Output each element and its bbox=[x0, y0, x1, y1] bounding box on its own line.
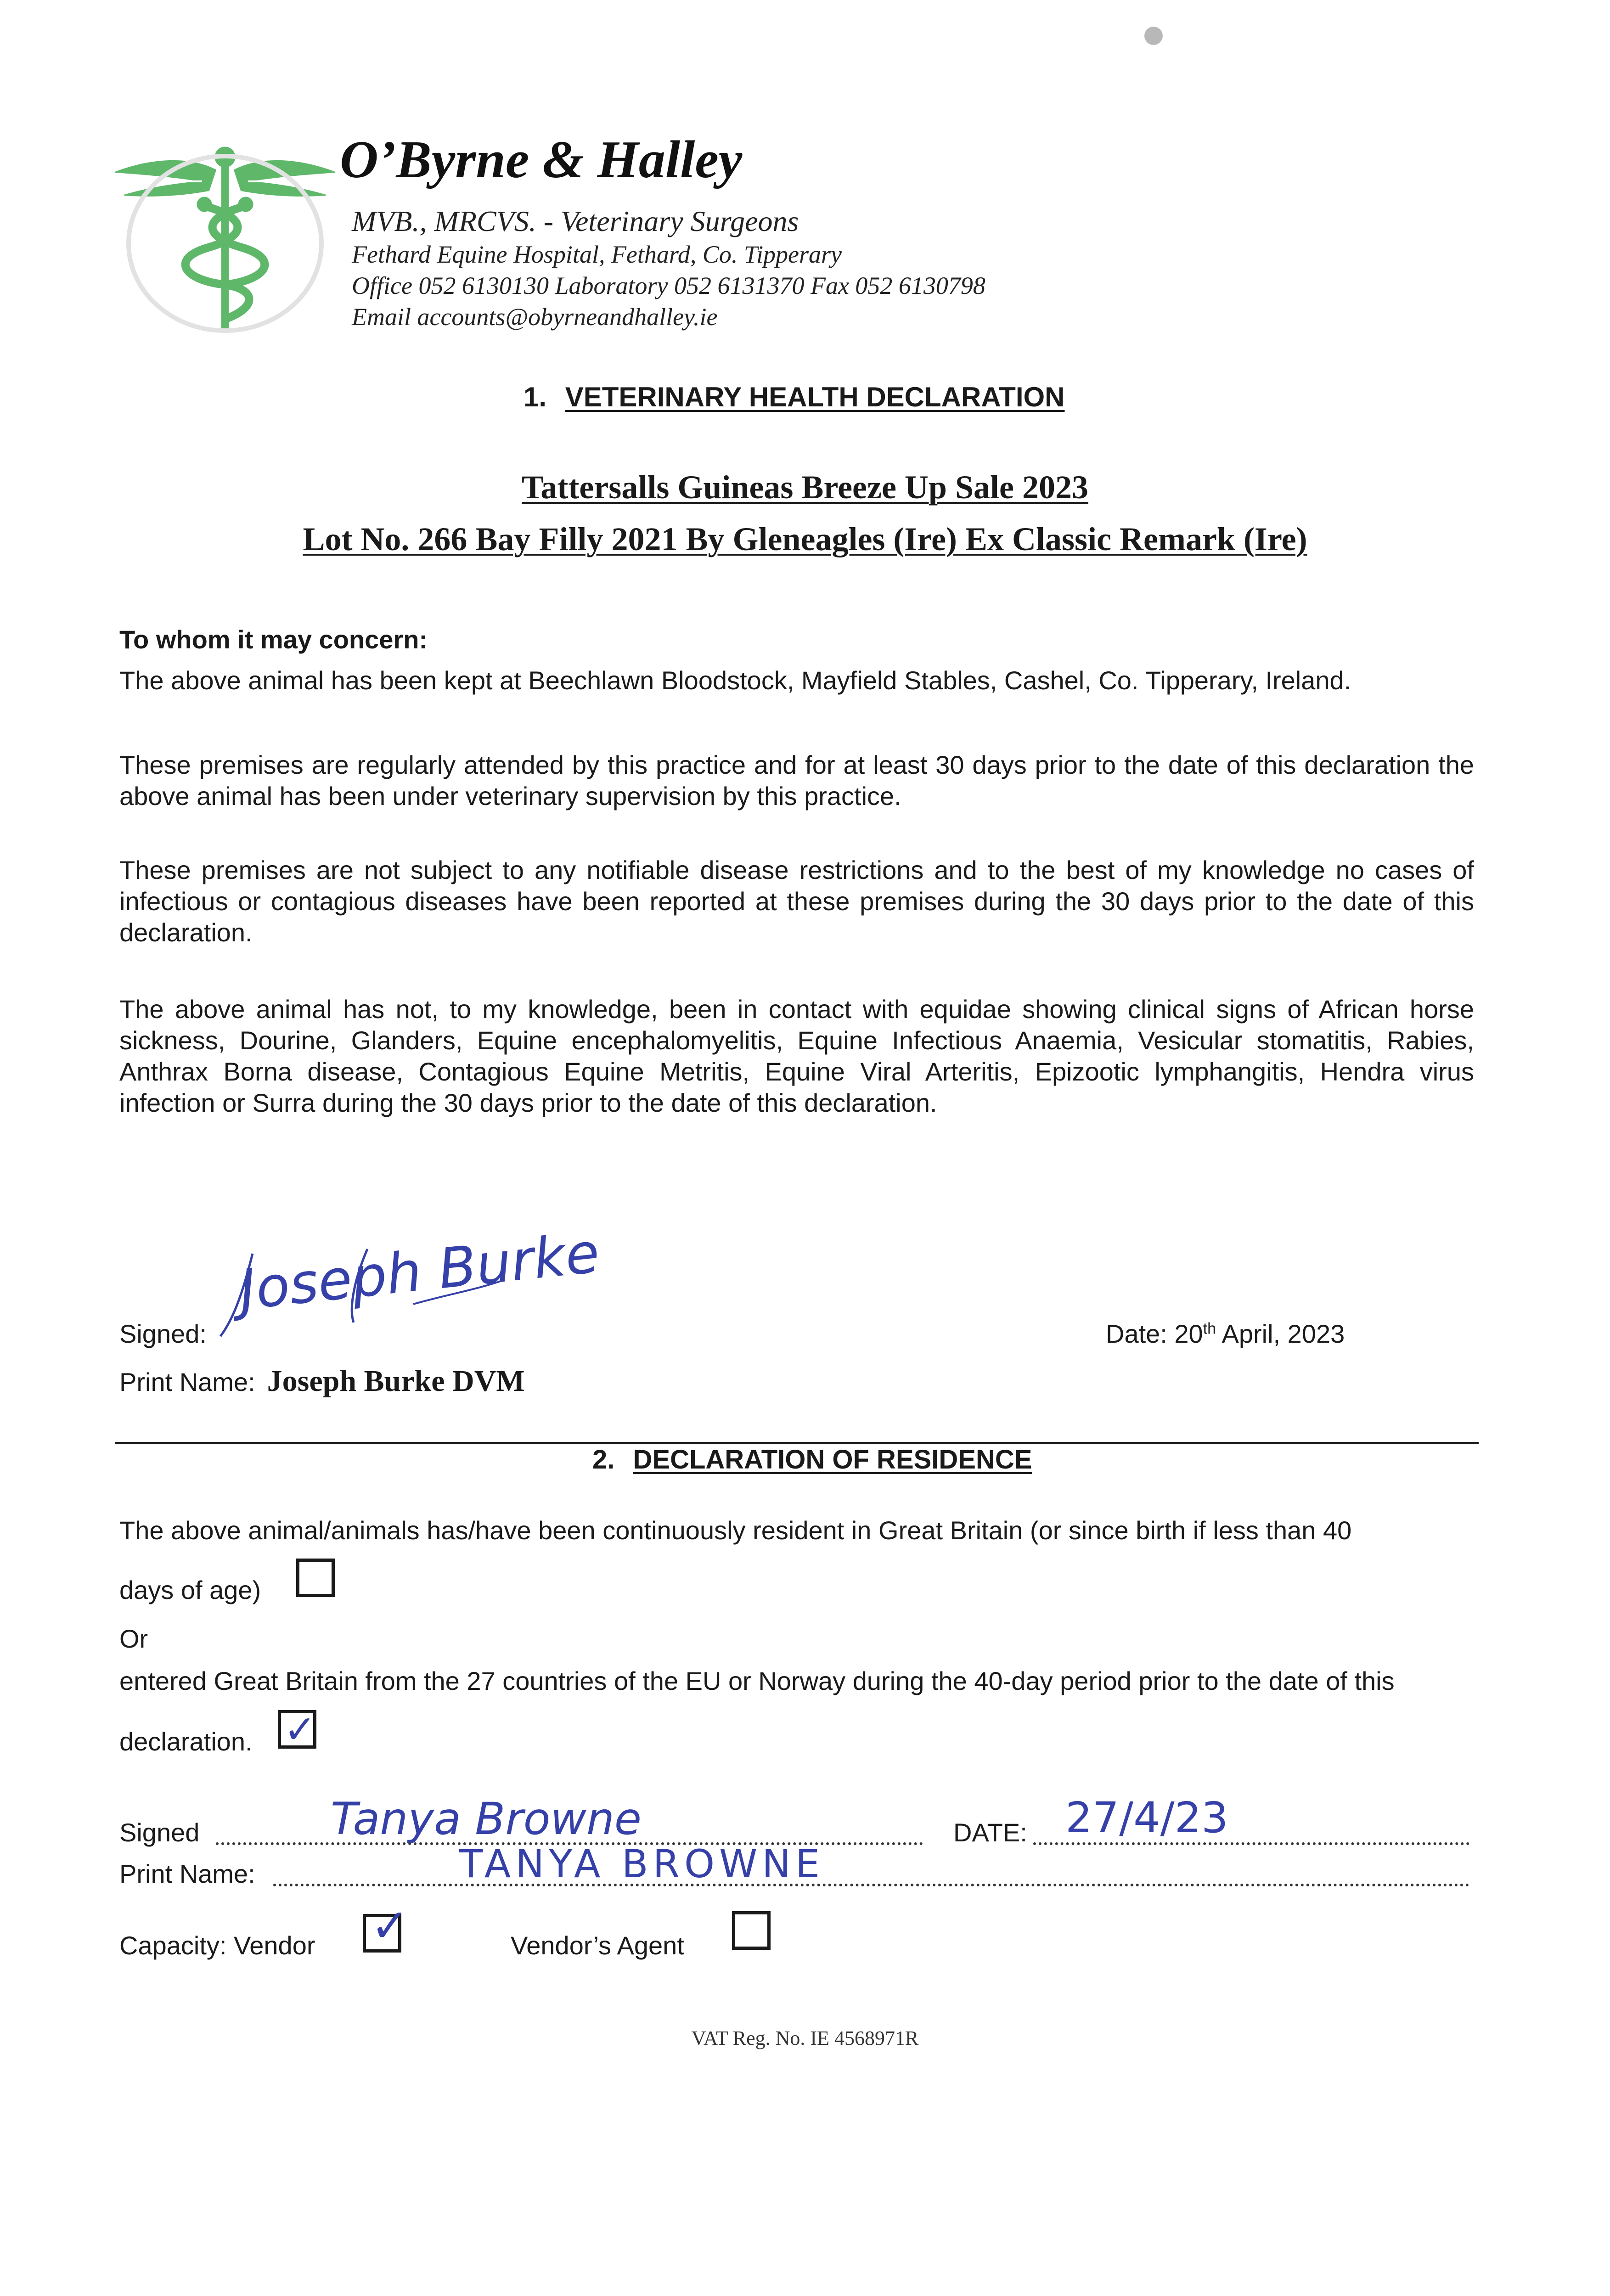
capacity-vendor-checkbox[interactable] bbox=[363, 1899, 409, 1953]
capacity-agent-label: Vendor’s Agent bbox=[511, 1931, 684, 1960]
qualifications: MVB., MRCVS. - Veterinary Surgeons bbox=[352, 205, 799, 237]
sale-title: Tattersalls Guineas Breeze Up Sale 2023 bbox=[522, 469, 1088, 506]
paragraph-4: The above animal has not, to my knowledge, been in contact with equidae showing clinical signs of African horse sickness, Dourine, Glanders, Equine encephalomyelitis, Equine Infectious Anaemia, Vesicular stomatitis, Rabies, Anthrax Borna disease, Contagious Equine Metritis, Equine Viral Arteritis, Epizootic lymphangitis, Hendra virus infection or Surra during the 30 days prior to the date of this declaration. bbox=[119, 995, 1474, 1117]
vet-signature: Joseph Burke bbox=[236, 1221, 602, 1322]
letterhead bbox=[0, 0, 1610, 349]
print-name-value: Joseph Burke DVM bbox=[267, 1364, 525, 1398]
firm-name: O’Byrne & Halley bbox=[340, 130, 743, 189]
print-name-handwritten: TANYA BROWNE bbox=[459, 1841, 825, 1886]
lot-title: Lot No. 266 Bay Filly 2021 By Gleneagles (Ire) Ex Classic Remark (Ire) bbox=[303, 521, 1307, 557]
signature-stroke bbox=[216, 1235, 510, 1341]
print-name-dotted-line bbox=[273, 1884, 1469, 1886]
address: Fethard Equine Hospital, Fethard, Co. Tipperary bbox=[352, 241, 842, 268]
paragraph-2: These premises are regularly attended by this practice and for at least 30 days prior to the date of this declaration the above animal has been under veterinary supervision by this practice. bbox=[119, 750, 1474, 810]
date-label-2: DATE: bbox=[953, 1818, 1027, 1847]
section1-number: 1. bbox=[524, 382, 547, 412]
capacity-vendor-label: Capacity: Vendor bbox=[119, 1931, 315, 1960]
option2-cont: declaration. bbox=[119, 1727, 253, 1756]
print-name-1: Print Name: Joseph Burke DVM bbox=[119, 1364, 525, 1398]
option1-text: The above animal/animals has/have been continuously resident in Great Britain (or since birth if less than 40 bbox=[119, 1516, 1352, 1545]
salutation: To whom it may concern: bbox=[119, 625, 428, 654]
phones: Office 052 6130130 Laboratory 052 6131370 Fax 052 6130798 bbox=[352, 272, 985, 299]
option1-cont: days of age) bbox=[119, 1576, 261, 1604]
capacity-vendor-check-mark: ✓ bbox=[371, 1899, 409, 1953]
section2-number: 2. bbox=[592, 1445, 615, 1474]
option1-checkbox[interactable] bbox=[296, 1559, 335, 1597]
option2-text: entered Great Britain from the 27 countries of the EU or Norway during the 40-day period prior to the date of this bbox=[119, 1666, 1395, 1695]
vendor-signature: Tanya Browne bbox=[331, 1793, 642, 1845]
caduceus-icon bbox=[110, 138, 340, 340]
option2-checkbox[interactable] bbox=[278, 1707, 316, 1752]
signed-label: Signed: bbox=[119, 1319, 207, 1348]
print-name-label-2: Print Name: bbox=[119, 1859, 255, 1888]
signed-label-2: Signed bbox=[119, 1818, 200, 1847]
section1-title: VETERINARY HEALTH DECLARATION bbox=[565, 382, 1065, 412]
date-1: Date: 20th April, 2023 bbox=[1106, 1319, 1345, 1348]
paragraph-1: The above animal has been kept at Beechlawn Bloodstock, Mayfield Stables, Cashel, Co. Tipperary, Ireland. bbox=[119, 666, 1351, 695]
capacity-agent-checkbox[interactable] bbox=[732, 1911, 771, 1950]
date-dotted-line bbox=[1033, 1842, 1469, 1845]
section2-title: DECLARATION OF RESIDENCE bbox=[633, 1445, 1032, 1474]
section1-heading bbox=[524, 381, 1065, 413]
option2-check-mark: ✓ bbox=[284, 1707, 316, 1752]
paragraph-3: These premises are not subject to any notifiable disease restrictions and to the best of my knowledge no cases of infectious or contagious diseases have been reported at these premises during the 30 days prior to the date of this declaration. bbox=[119, 855, 1474, 947]
vat-footer: VAT Reg. No. IE 4568971R bbox=[691, 2027, 919, 2049]
date-handwritten: 27/4/23 bbox=[1065, 1793, 1228, 1842]
scan-speck bbox=[1144, 27, 1163, 45]
or-text: Or bbox=[119, 1624, 148, 1653]
email: Email accounts@obyrneandhalley.ie bbox=[352, 303, 718, 331]
section2-heading bbox=[592, 1444, 1032, 1475]
